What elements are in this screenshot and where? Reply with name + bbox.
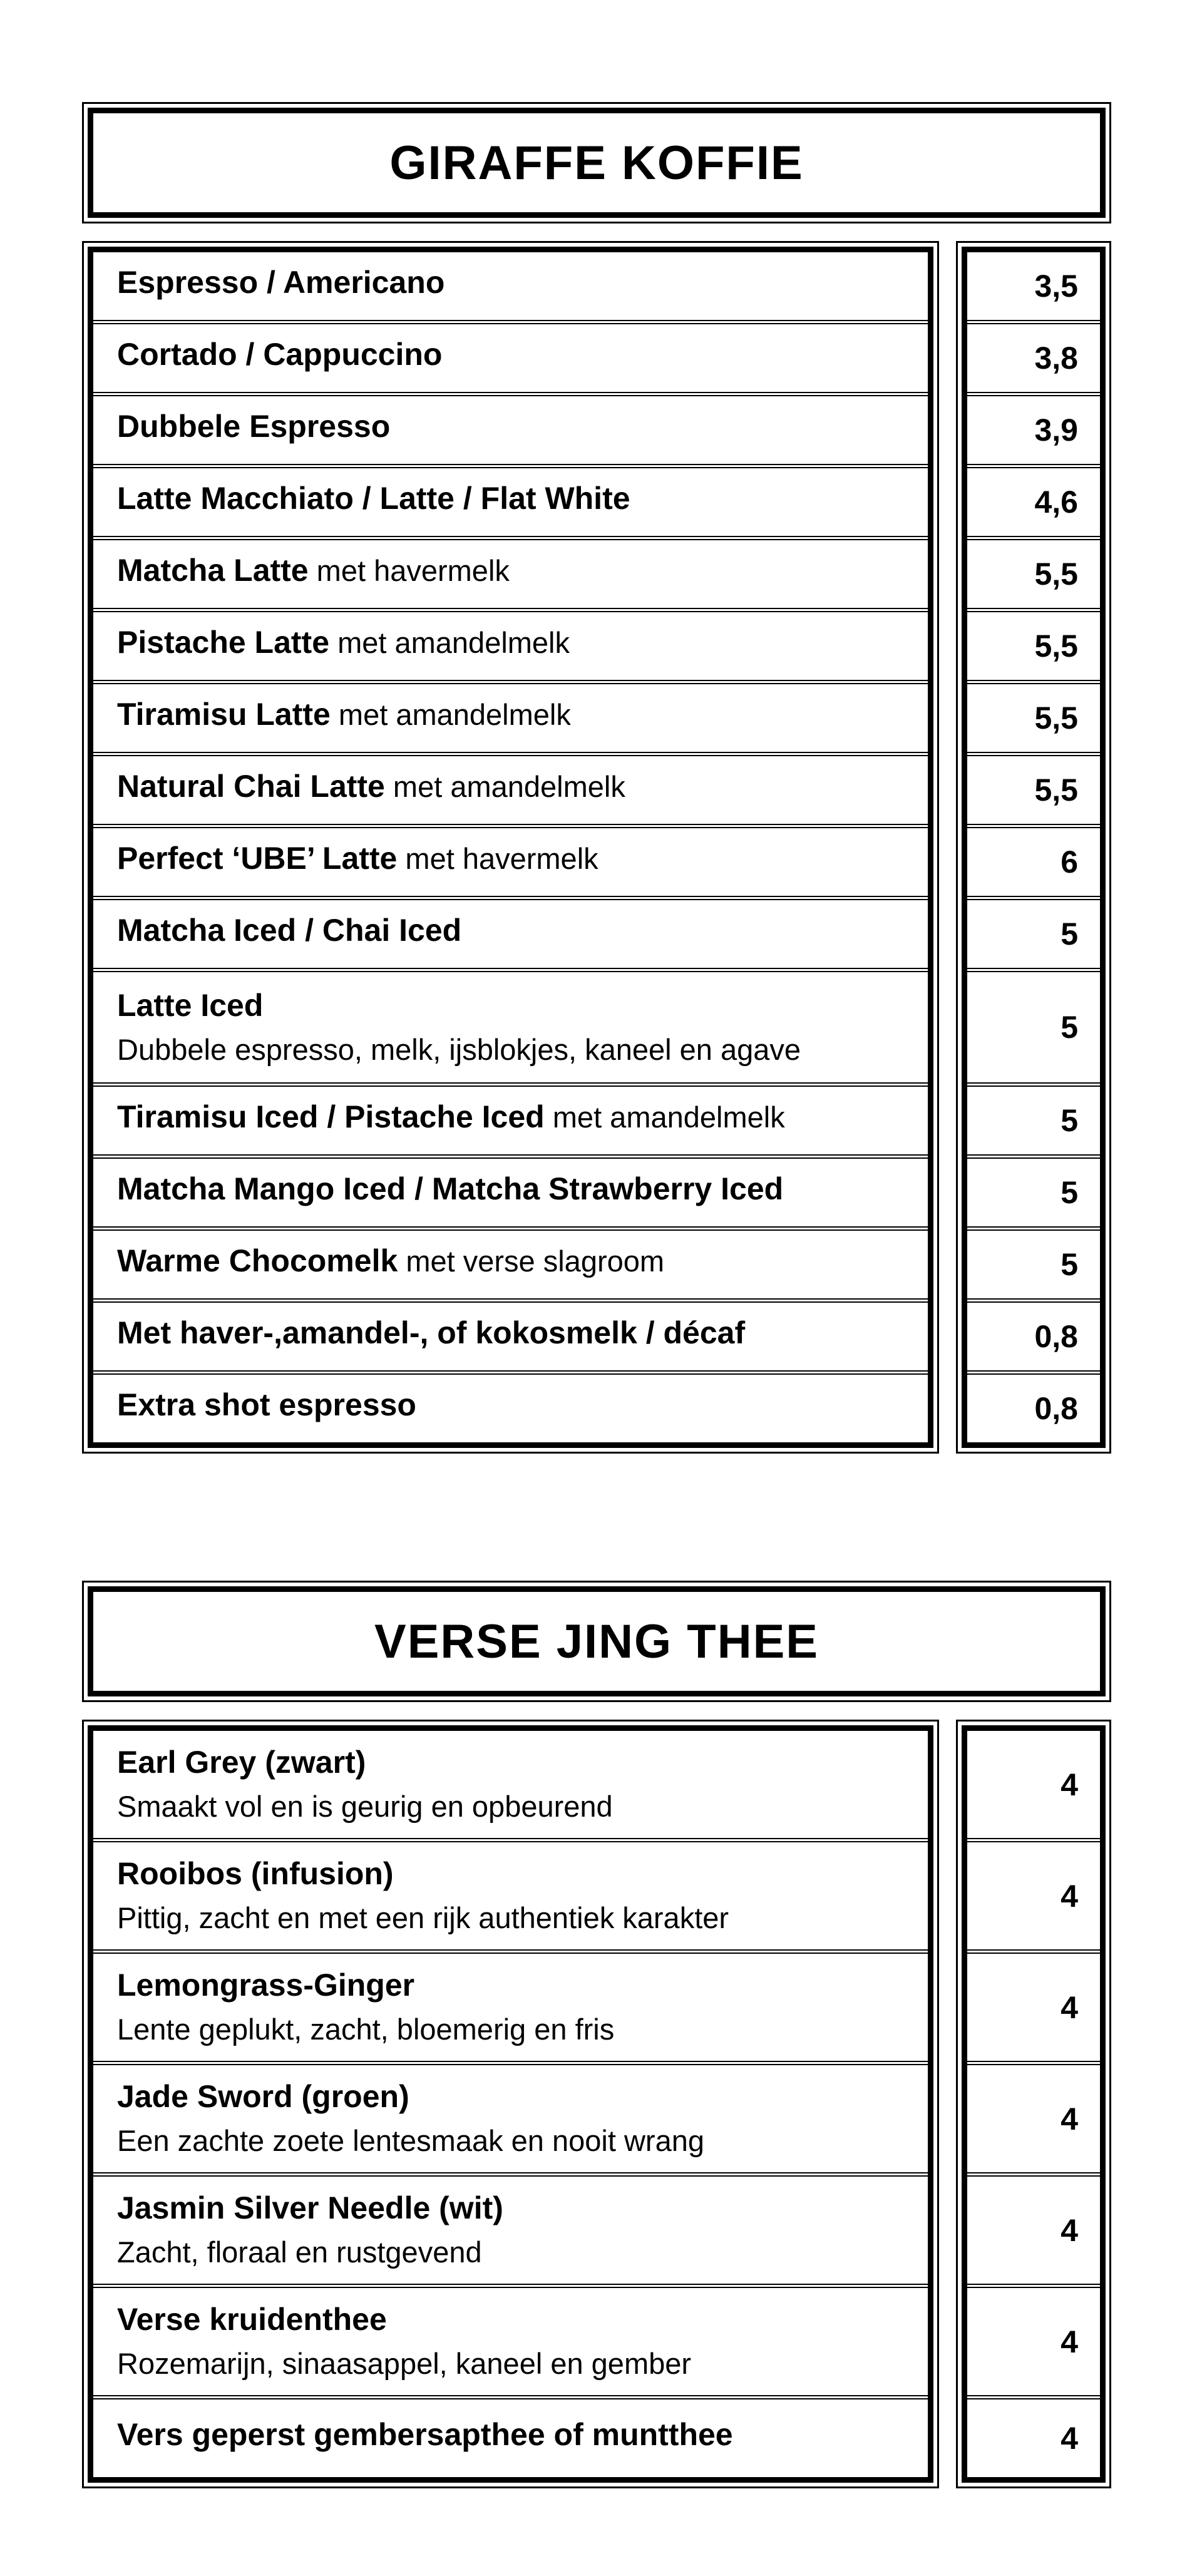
price-cell (967, 392, 1100, 464)
menu-item-row (93, 320, 928, 392)
item-name: Perfect ‘UBE’ Latte (117, 840, 398, 876)
item-name: Pistache Latte (117, 624, 330, 660)
menu-item-row (93, 752, 928, 824)
koffie-tables (82, 241, 1111, 1454)
menu-item-row (93, 1082, 928, 1154)
item-description: Pittig, zacht en met een rijk authentiek karakter (117, 1901, 729, 1934)
item-name: Met haver-,amandel-, of kokosmelk / décaf (117, 1315, 746, 1350)
price-cell (967, 2172, 1100, 2284)
item-note: met amandelmelk (384, 769, 625, 803)
item-note: met havermelk (397, 841, 598, 875)
price-cell (967, 1082, 1100, 1154)
menu-item-row (93, 2172, 928, 2284)
item-note: met havermelk (308, 553, 510, 587)
price-value: 4 (1061, 2421, 1078, 2456)
menu-item-row (93, 680, 928, 752)
prices-column (962, 1725, 1106, 2483)
item-name: Extra shot espresso (117, 1387, 416, 1422)
thee-prices-panel (956, 1720, 1111, 2488)
item-name: Tiramisu Iced / Pistache Iced (117, 1099, 545, 1134)
section-title-thee: VERSE JING THEE (374, 1614, 819, 1668)
price-cell (967, 536, 1100, 608)
item-note: met amandelmelk (544, 1100, 785, 1134)
item-name: Jasmin Silver Needle (wit) (117, 2190, 503, 2225)
price-value: 4,6 (1034, 485, 1078, 520)
menu-item-row (93, 2395, 928, 2477)
item-description: Dubbele espresso, melk, ijsblokjes, kaneel en agave (117, 1032, 801, 1066)
koffie-title-box-inner (88, 108, 1106, 218)
item-note: met amandelmelk (330, 697, 571, 731)
item-name: Espresso / Americano (117, 264, 445, 300)
menu-item-row (93, 896, 928, 968)
price-cell (967, 752, 1100, 824)
item-name: Matcha Iced / Chai Iced (117, 912, 462, 948)
section-koffie (82, 102, 1202, 1454)
menu-item-row (93, 1226, 928, 1298)
item-description: Zacht, floraal en rustgevend (117, 2235, 482, 2269)
item-name: Latte Macchiato / Latte / Flat White (117, 480, 630, 516)
menu-item-row (93, 392, 928, 464)
prices-column (962, 247, 1106, 1448)
item-description: Smaakt vol en is geurig en opbeurend (117, 1790, 613, 1823)
price-cell (967, 1154, 1100, 1226)
price-value: 5 (1061, 916, 1078, 952)
menu-item-row (93, 1370, 928, 1442)
thee-items-panel (82, 1720, 939, 2488)
price-cell (967, 2284, 1100, 2395)
price-value: 5 (1061, 1175, 1078, 1210)
price-value: 4 (1061, 1989, 1078, 2025)
price-cell (967, 1370, 1100, 1442)
price-value: 3,9 (1034, 413, 1078, 448)
price-value: 5 (1061, 1247, 1078, 1282)
price-cell (967, 680, 1100, 752)
price-cell (967, 252, 1100, 320)
price-cell (967, 608, 1100, 680)
menu-item-row (93, 2284, 928, 2395)
price-value: 5,5 (1034, 629, 1078, 664)
price-value: 3,8 (1034, 341, 1078, 376)
menu-item-row (93, 608, 928, 680)
price-cell (967, 1298, 1100, 1370)
menu-item-row (93, 824, 928, 896)
item-description: Een zachte zoete lentesmaak en nooit wrang (117, 2124, 704, 2157)
menu-item-row (93, 1949, 928, 2061)
price-cell (967, 2061, 1100, 2172)
price-cell (967, 824, 1100, 896)
thee-title-box-inner (88, 1586, 1106, 1696)
thee-title-box (82, 1581, 1111, 1702)
price-value: 4 (1061, 1767, 1078, 1802)
price-value: 0,8 (1034, 1319, 1078, 1354)
price-value: 4 (1061, 2324, 1078, 2359)
item-name: Vers geperst gembersapthee of muntthee (117, 2416, 733, 2452)
item-name: Matcha Latte (117, 552, 309, 588)
item-description: Rozemarijn, sinaasappel, kaneel en gember (117, 2347, 692, 2380)
item-name: Cortado / Cappuccino (117, 336, 443, 372)
item-note: met verse slagroom (398, 1244, 665, 1278)
menu-item-row (93, 252, 928, 320)
item-name: Verse kruidenthee (117, 2302, 387, 2337)
koffie-title-box (82, 102, 1111, 223)
price-value: 5,5 (1034, 557, 1078, 592)
price-value: 4 (1061, 2212, 1078, 2248)
menu-item-row (93, 464, 928, 536)
price-value: 5,5 (1034, 700, 1078, 736)
item-name: Matcha Mango Iced / Matcha Strawberry Iced (117, 1171, 784, 1206)
price-value: 6 (1061, 844, 1078, 880)
item-name: Jade Sword (groen) (117, 2079, 409, 2114)
section-title-koffie: GIRAFFE KOFFIE (389, 136, 804, 190)
price-cell (967, 896, 1100, 968)
menu-item-row (93, 1838, 928, 1949)
item-name: Dubbele Espresso (117, 408, 391, 444)
price-cell (967, 1838, 1100, 1949)
price-value: 5 (1061, 1103, 1078, 1138)
item-name: Latte Iced (117, 987, 264, 1023)
menu-item-row (93, 1298, 928, 1370)
menu-item-row (93, 536, 928, 608)
menu-item-row (93, 2061, 928, 2172)
item-name: Natural Chai Latte (117, 768, 385, 804)
items-column (88, 247, 933, 1448)
price-cell (967, 2395, 1100, 2477)
price-cell (967, 464, 1100, 536)
thee-tables (82, 1720, 1111, 2488)
item-name: Lemongrass-Ginger (117, 1968, 415, 2003)
item-description: Lente geplukt, zacht, bloemerig en fris (117, 2013, 615, 2046)
item-name: Warme Chocomelk (117, 1243, 398, 1278)
price-value: 5 (1061, 1010, 1078, 1045)
koffie-prices-panel (956, 241, 1111, 1454)
price-cell (967, 968, 1100, 1082)
price-cell (967, 320, 1100, 392)
price-cell (967, 1226, 1100, 1298)
menu-item-row (93, 968, 928, 1082)
price-value: 4 (1061, 2101, 1078, 2137)
price-value: 5,5 (1034, 772, 1078, 808)
item-note: met amandelmelk (329, 625, 570, 659)
price-value: 0,8 (1034, 1391, 1078, 1426)
menu-item-row (93, 1154, 928, 1226)
item-name: Tiramisu Latte (117, 696, 331, 732)
price-value: 4 (1061, 1878, 1078, 1914)
section-thee (82, 1581, 1202, 2488)
price-value: 3,5 (1034, 269, 1078, 304)
items-column (88, 1725, 933, 2483)
price-cell (967, 1731, 1100, 1838)
item-name: Earl Grey (zwart) (117, 1745, 366, 1780)
item-name: Rooibos (infusion) (117, 1856, 394, 1891)
koffie-items-panel (82, 241, 939, 1454)
menu-item-row (93, 1731, 928, 1838)
price-cell (967, 1949, 1100, 2061)
